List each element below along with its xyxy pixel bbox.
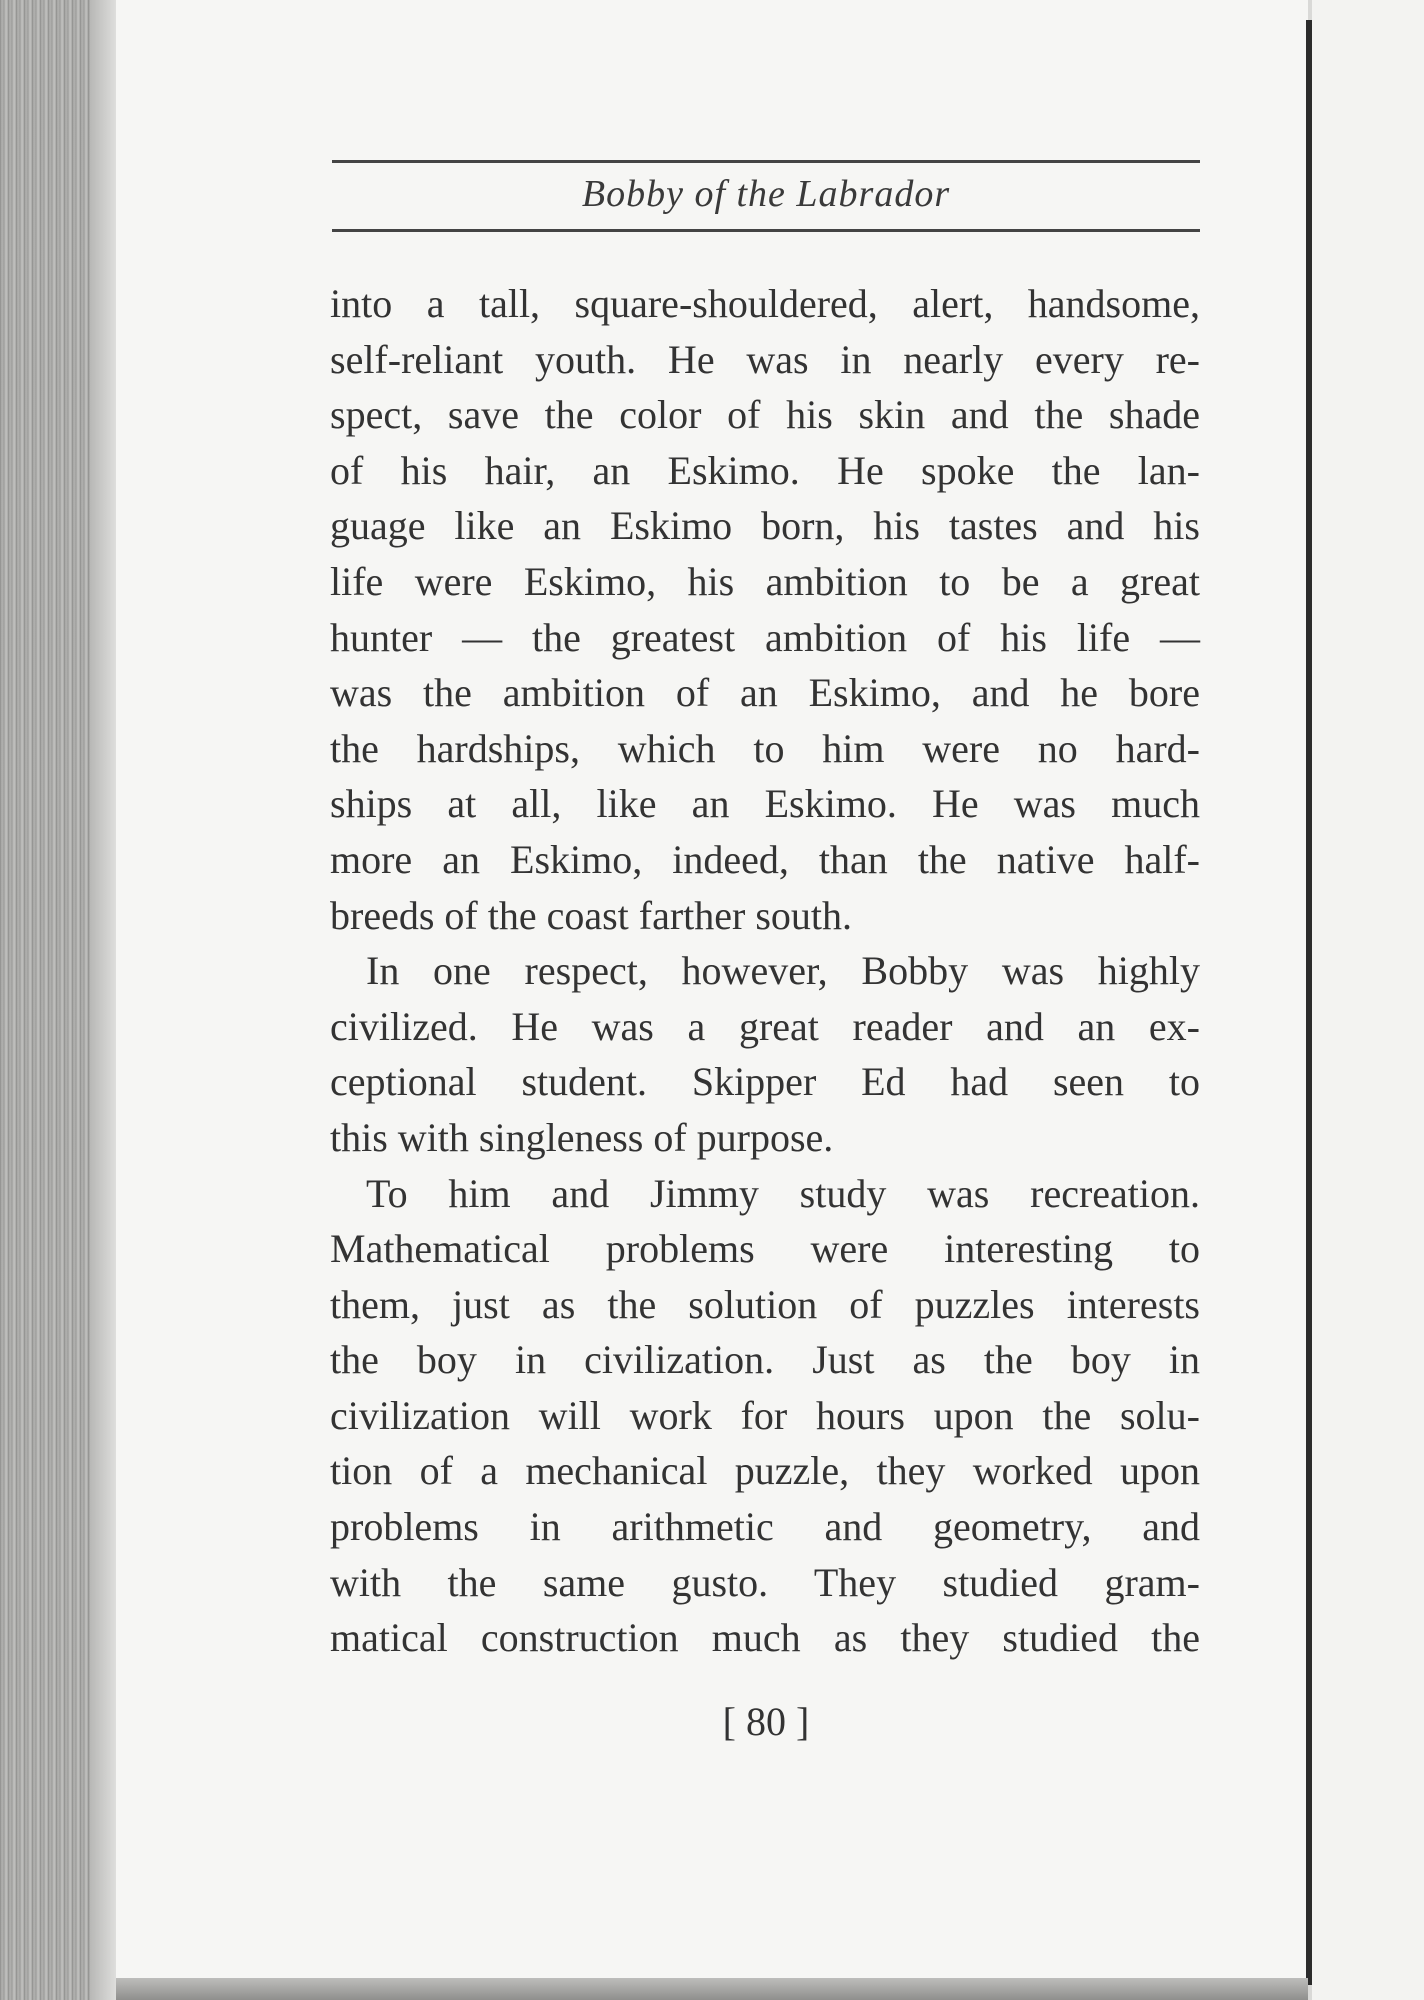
text-line: life were Eskimo, his ambition to be a great [330, 558, 1200, 604]
next-page-edge [1312, 0, 1424, 2000]
text-line: guage like an Eskimo born, his tastes and his [330, 503, 1200, 549]
text-line: ceptional student. Skipper Ed had seen to [330, 1059, 1200, 1105]
text-line: them, just as the solution of puzzles interests [330, 1281, 1200, 1327]
text-line: this with singleness of purpose. [330, 1114, 834, 1160]
text-line: problems in arithmetic and geometry, and [330, 1504, 1200, 1550]
text-line: In one respect, however, Bobby was highly [366, 948, 1200, 994]
text-line: ships at all, like an Eskimo. He was much [330, 781, 1200, 827]
header-rule-top [332, 160, 1200, 163]
text-line: matical construction much as they studied the [330, 1615, 1200, 1661]
text-line: spect, save the color of his skin and the shade [330, 392, 1200, 438]
text-line: into a tall, square-shouldered, alert, handsome, [330, 281, 1200, 326]
text-line: of his hair, an Eskimo. He spoke the lan- [330, 447, 1200, 493]
text-line: civilization will work for hours upon the solu- [330, 1392, 1200, 1438]
text-line: civilized. He was a great reader and an ex- [330, 1003, 1200, 1049]
text-line: breeds of the coast farther south. [330, 892, 853, 938]
text-line: with the same gusto. They studied gram- [330, 1559, 1200, 1605]
text-line: more an Eskimo, indeed, than the native half- [330, 836, 1200, 882]
page-number: [ 80 ] [722, 1699, 810, 1744]
text-line: self-reliant youth. He was in nearly every re- [330, 336, 1200, 382]
book-page-edges [0, 0, 120, 2000]
running-head: Bobby of the Labrador [581, 173, 951, 215]
text-line: Mathematical problems were interesting to [330, 1226, 1200, 1272]
header-rule-bottom [332, 229, 1200, 232]
text-line: hunter — the greatest ambition of his life — [330, 614, 1200, 660]
text-line: tion of a mechanical puzzle, they worked upon [330, 1448, 1200, 1494]
page-bottom-shadow [116, 1978, 1308, 2000]
text-line: was the ambition of an Eskimo, and he bore [330, 670, 1200, 716]
body-text [330, 276, 1200, 1666]
text-line: the hardships, which to him were no hard- [330, 725, 1200, 771]
text-line: To him and Jimmy study was recreation. [366, 1170, 1200, 1216]
text-line: the boy in civilization. Just as the boy in [330, 1337, 1200, 1383]
